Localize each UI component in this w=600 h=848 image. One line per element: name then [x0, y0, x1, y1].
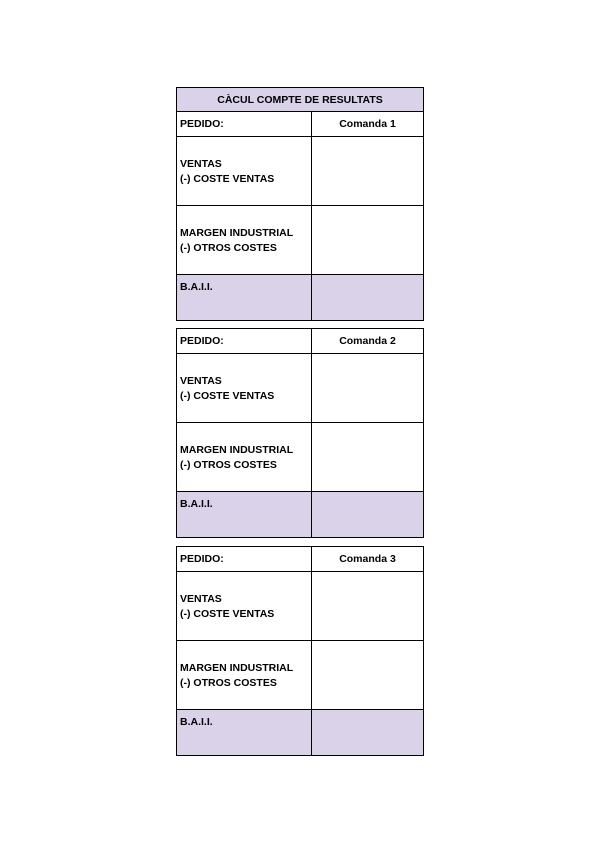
margen-cell: [177, 206, 312, 275]
margen-value-cell[interactable]: [312, 423, 424, 492]
comanda-label: Comanda 3: [312, 547, 424, 572]
pedido-label: PEDIDO:: [177, 112, 312, 137]
comanda-label: Comanda 1: [312, 112, 424, 137]
pedido-label: PEDIDO:: [177, 547, 312, 572]
margen-label: MARGEN INDUSTRIAL: [180, 444, 294, 456]
coste-ventas-label: (-) COSTE VENTAS: [180, 390, 275, 402]
margen-cell: [177, 641, 312, 710]
pedido-label: PEDIDO:: [177, 329, 312, 354]
ventas-cell: [177, 572, 312, 641]
otros-costes-label: (-) OTROS COSTES: [180, 459, 277, 471]
bai-value-cell[interactable]: [312, 710, 424, 756]
ventas-value-cell[interactable]: [312, 354, 424, 423]
margen-cell: [177, 423, 312, 492]
coste-ventas-label: (-) COSTE VENTAS: [180, 173, 275, 185]
ventas-label: VENTAS: [180, 158, 222, 170]
coste-ventas-label: (-) COSTE VENTAS: [180, 608, 275, 620]
margen-value-cell[interactable]: [312, 641, 424, 710]
bai-value-cell[interactable]: [312, 492, 424, 538]
order-block-3: [176, 546, 424, 756]
margen-value-cell[interactable]: [312, 206, 424, 275]
otros-costes-label: (-) OTROS COSTES: [180, 677, 277, 689]
ventas-value-cell[interactable]: [312, 572, 424, 641]
ventas-cell: [177, 137, 312, 206]
ventas-label: VENTAS: [180, 593, 222, 605]
bai-label: B.A.I.I.: [177, 275, 312, 321]
ventas-label: VENTAS: [180, 375, 222, 387]
order-block-1: [176, 87, 424, 321]
margen-label: MARGEN INDUSTRIAL: [180, 227, 294, 239]
sheet-title: CÀCUL COMPTE DE RESULTATS: [177, 88, 424, 112]
comanda-label: Comanda 2: [312, 329, 424, 354]
margen-label: MARGEN INDUSTRIAL: [180, 662, 294, 674]
bai-label: B.A.I.I.: [177, 710, 312, 756]
bai-label: B.A.I.I.: [177, 492, 312, 538]
ventas-cell: [177, 354, 312, 423]
otros-costes-label: (-) OTROS COSTES: [180, 242, 277, 254]
bai-value-cell[interactable]: [312, 275, 424, 321]
ventas-value-cell[interactable]: [312, 137, 424, 206]
order-block-2: [176, 328, 424, 538]
